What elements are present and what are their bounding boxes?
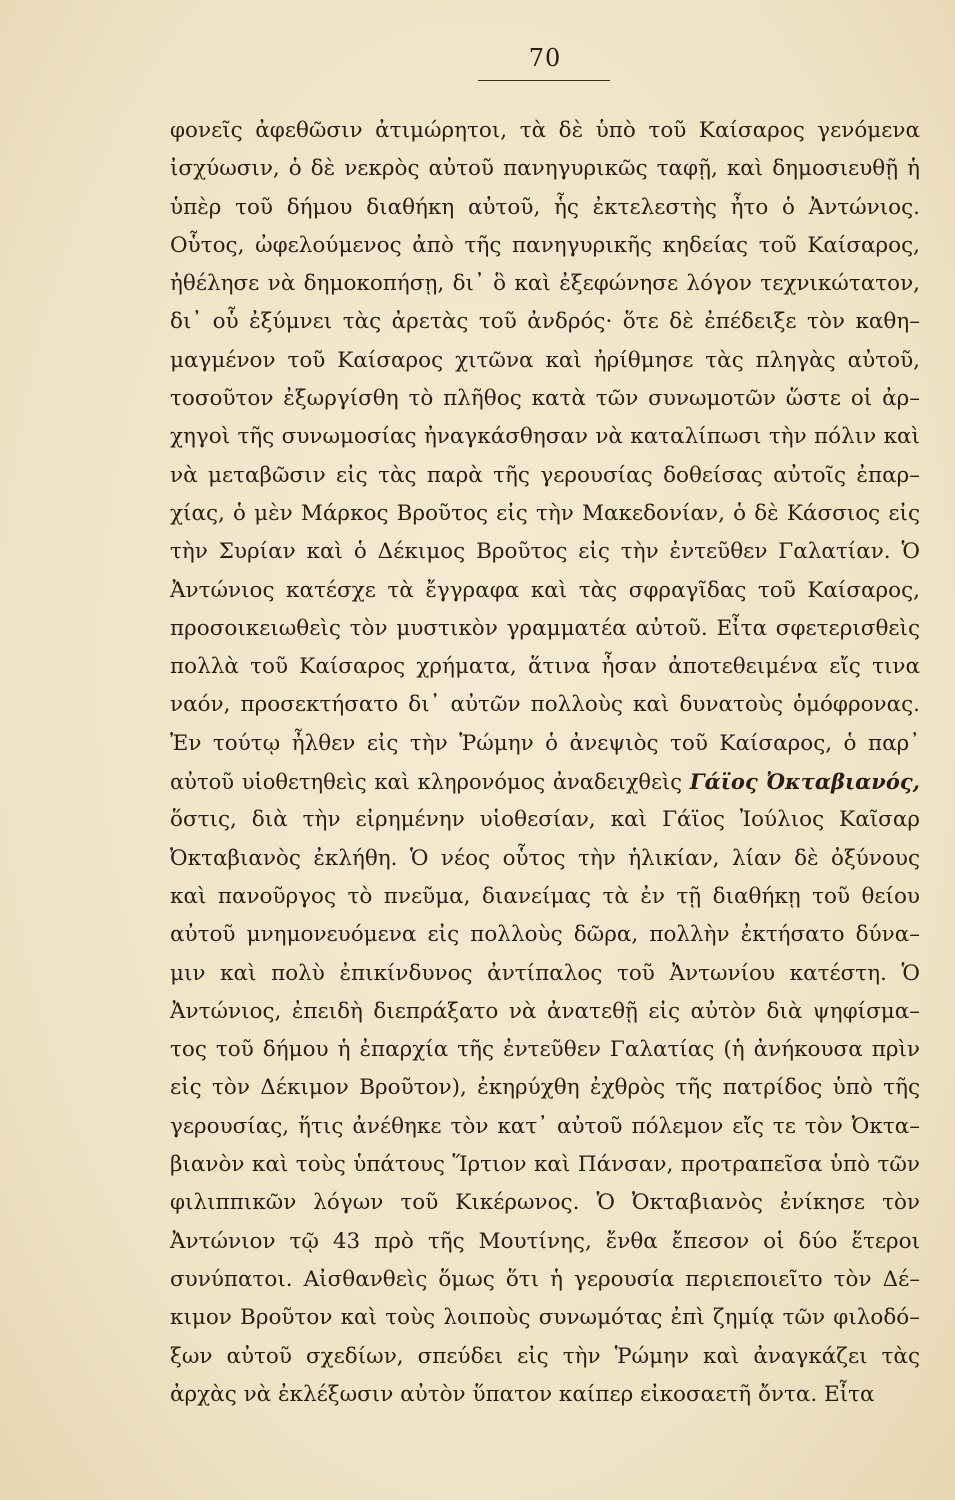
text-line: γερουσίας, ἥτις ἀνέθηκε τὸν κατ᾽ αὐτοῦ πόλεμον εἴς τε τὸν Ὀκτα– [170, 1113, 920, 1139]
text-line: Ἐν τούτῳ ἦλθεν εἰς τὴν Ῥώμην ὁ ἀνεψιὸς τοῦ Καίσαρος, ὁ παρ᾽ [170, 730, 920, 756]
text-line: πολλὰ τοῦ Καίσαρος χρήματα, ἅτινα ἦσαν ἀποτεθειμένα εἴς τινα [170, 654, 920, 680]
body-text [170, 112, 920, 1414]
text-line-with-emphasis [170, 763, 920, 801]
text-line: Ἀντώνιος κατέσχε τὰ ἔγγραφα καὶ τὰς σφραγῖδας τοῦ Καίσαρος, [170, 577, 920, 603]
text-line: εἰς τὸν Δέκιμον Βροῦτον), ἐκηρύχθη ἐχθρὸς τῆς πατρίδος ὑπὸ τῆς [170, 1075, 920, 1101]
text-line: φιλιππικῶν λόγων τοῦ Κικέρωνος. Ὁ Ὀκταβιανὸς ἐνίκησε τὸν [170, 1190, 920, 1216]
text-line: βιανὸν καὶ τοὺς ὑπάτους Ἵρτιον καὶ Πάνσαν, προτραπεῖσα ὑπὸ τῶν [170, 1152, 920, 1178]
text-line: καὶ πανοῦργος τὸ πνεῦμα, διανείμας τὰ ἐν τῇ διαθήκῃ τοῦ θείου [170, 883, 920, 909]
text-line: Οὗτος, ὠφελούμενος ἀπὸ τῆς πανηγυρικῆς κηδείας τοῦ Καίσαρος, [170, 232, 920, 258]
text-line: τος τοῦ δήμου ἡ ἐπαρχία τῆς ἐντεῦθεν Γαλατίας (ἡ ἀνήκουσα πρὶν [170, 1037, 920, 1063]
page-number: 70 [528, 44, 562, 72]
text-line: προσοικειωθεὶς τὸν μυστικὸν γραμματέα αὐτοῦ. Εἶτα σφετερισθεὶς [170, 615, 920, 641]
text-line: συνύπατοι. Αἰσθανθεὶς ὅμως ὅτι ἡ γερουσία περιεποιεῖτο τὸν Δέ– [170, 1266, 920, 1292]
text-line: μιν καὶ πολὺ ἐπικίνδυνος ἀντίπαλος τοῦ Ἀντωνίου κατέστη. Ὁ [170, 960, 920, 986]
text-line: ἀρχὰς νὰ ἐκλέξωσιν αὐτὸν ὕπατον καίπερ εἰκοσαετῆ ὄντα. Εἶτα [170, 1381, 875, 1407]
text-line: Ἀντώνιος, ἐπειδὴ διεπράξατο νὰ ἀνατεθῇ εἰς αὐτὸν διὰ ψηφίσμα– [170, 998, 920, 1024]
text-line: δι᾽ οὗ ἐξύμνει τὰς ἀρετὰς τοῦ ἀνδρός· ὅτε δὲ ἐπέδειξε τὸν καθη– [170, 309, 920, 335]
text-line: ὅστις, διὰ τὴν εἰρημένην υἱοθεσίαν, καὶ Γάϊος Ἰούλιος Καῖσαρ [170, 807, 920, 833]
text-line: ἠθέλησε νὰ δημοκοπήσῃ, δι᾽ ὃ καὶ ἐξεφώνησε λόγον τεχνικώτατον, [170, 271, 920, 297]
text-line: μαγμένον τοῦ Καίσαρος χιτῶνα καὶ ἠρίθμησε τὰς πληγὰς αὐτοῦ, [170, 347, 920, 373]
text-line: κιμον Βροῦτον καὶ τοὺς λοιποὺς συνωμότας ἐπὶ ζημίᾳ τῶν φιλοδό– [170, 1305, 920, 1331]
text-line: φονεῖς ἀφεθῶσιν ἀτιμώρητοι, τὰ δὲ ὑπὸ τοῦ Καίσαρος γενόμενα [170, 118, 920, 143]
header-rule [478, 80, 610, 81]
text-line: Ἀντώνιον τῷ 43 πρὸ τῆς Μουτίνης, ἔνθα ἔπεσον οἱ δύο ἕτεροι [170, 1228, 920, 1254]
text-line: ναόν, προσεκτήσατο δι᾽ αὐτῶν πολλοὺς καὶ δυνατοὺς ὁμόφρονας. [170, 692, 920, 718]
text-line: ξων αὐτοῦ σχεδίων, σπεύδει εἰς τὴν Ῥώμην καὶ ἀναγκάζει τὰς [170, 1343, 920, 1369]
text-segment: αὐτοῦ υἱοθετηθεὶς καὶ κληρονόμος ἀναδειχθεὶς [170, 770, 682, 795]
text-line: αὐτοῦ μνημονευόμενα εἰς πολλοὺς δῶρα, πολλὴν ἐκτήσατο δύνα– [170, 922, 920, 948]
text-line: χηγοὶ τῆς συνωμοσίας ἠναγκάσθησαν νὰ καταλίπωσι τὴν πόλιν καὶ [170, 424, 920, 450]
text-line: τὴν Συρίαν καὶ ὁ Δέκιμος Βροῦτος εἰς τὴν ἐντεῦθεν Γαλατίαν. Ὁ [170, 539, 920, 565]
text-line: Ὀκταβιανὸς ἐκλήθη. Ὁ νέος οὗτος τὴν ἡλικίαν, λίαν δὲ ὀξύνους [170, 845, 920, 871]
text-line: τοσοῦτον ἐξωργίσθη τὸ πλῆθος κατὰ τῶν συνωμοτῶν ὥστε οἱ ἀρ– [170, 386, 920, 412]
text-line: ὑπὲρ τοῦ δήμου διαθήκη αὐτοῦ, ἧς ἐκτελεστὴς ἦτο ὁ Ἀντώνιος. [170, 194, 920, 220]
emphasized-name: Γάϊος Ὀκταβιανός, [689, 769, 920, 795]
text-line: χίας, ὁ μὲν Μάρκος Βροῦτος εἰς τὴν Μακεδονίαν, ὁ δὲ Κάσσιος εἰς [170, 500, 920, 526]
text-line: νὰ μεταβῶσιν εἰς τὰς παρὰ τῆς γερουσίας δοθείσας αὐτοῖς ἐπαρ– [170, 462, 920, 488]
text-line: ἰσχύωσιν, ὁ δὲ νεκρὸς αὐτοῦ πανηγυρικῶς ταφῇ, καὶ δημοσιευθῇ ἡ [170, 156, 920, 182]
